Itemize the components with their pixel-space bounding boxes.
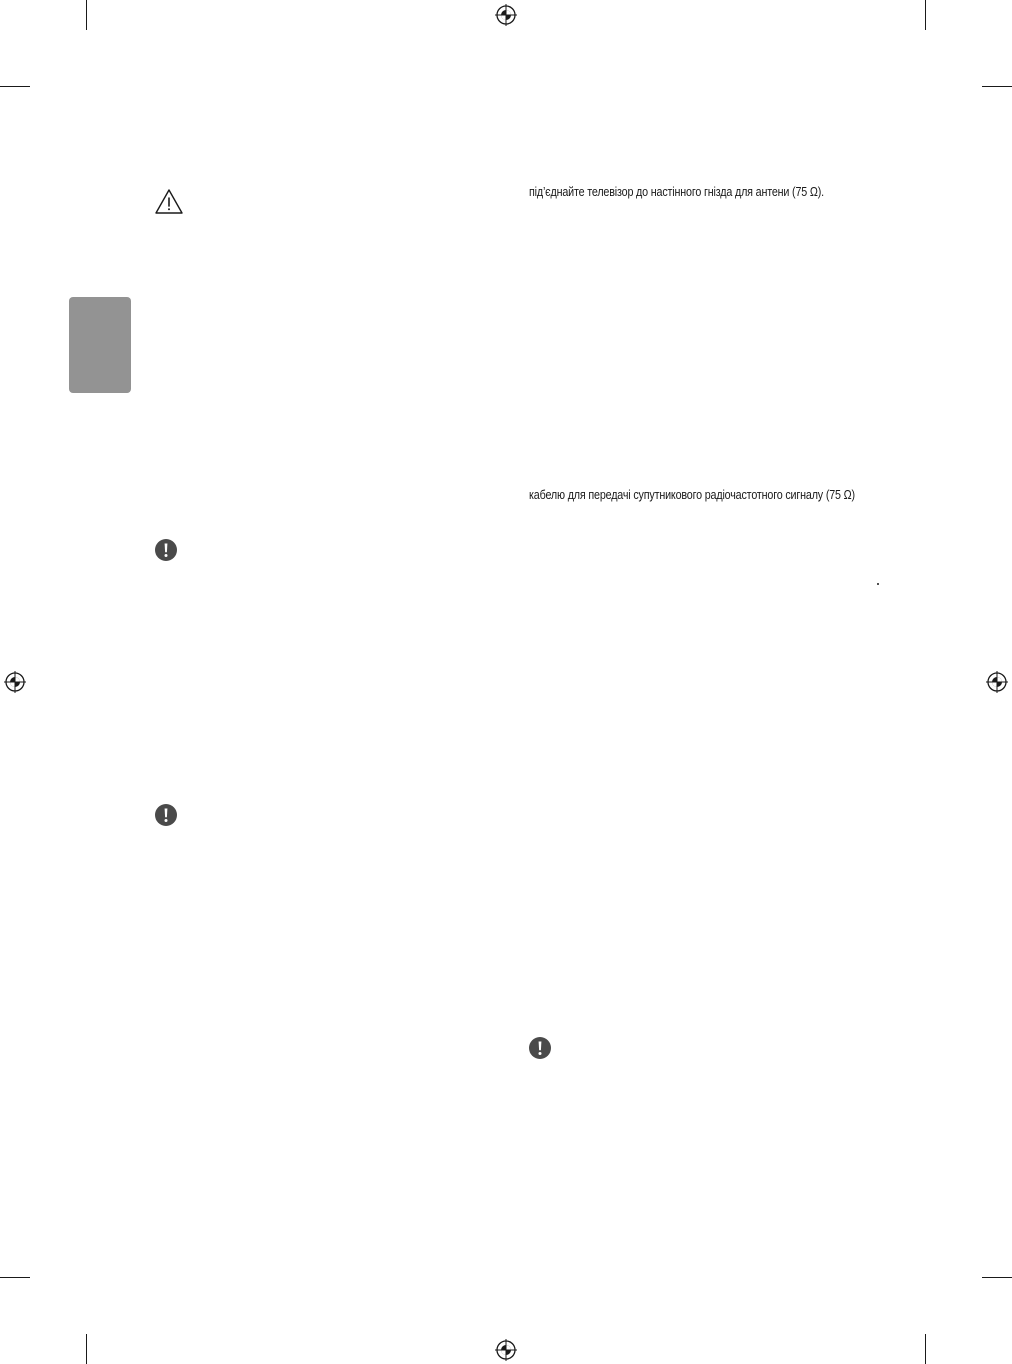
crop-mark-bottom-left-horizontal — [0, 1277, 30, 1278]
caution-triangle-icon — [154, 188, 184, 215]
crop-mark-top-left-horizontal — [0, 86, 30, 87]
stray-dot — [877, 583, 879, 585]
crop-mark-bottom-right-vertical — [925, 1334, 926, 1364]
registration-mark-icon — [495, 4, 517, 26]
satellite-cable-text: кабелю для передачі супутникового радіочастотного сигналу (75 Ω) — [529, 488, 855, 502]
crop-mark-top-right-horizontal — [982, 86, 1012, 87]
crop-mark-bottom-right-horizontal — [982, 1277, 1012, 1278]
antenna-connection-text: під’єднайте телевізор до настінного гнізда для антени (75 Ω). — [529, 185, 824, 199]
note-exclamation-icon — [154, 803, 178, 827]
registration-mark-icon — [495, 1339, 517, 1361]
note-exclamation-icon — [154, 538, 178, 562]
crop-mark-top-right-vertical — [925, 0, 926, 30]
registration-mark-icon — [4, 671, 26, 693]
language-tab — [69, 297, 131, 393]
crop-mark-bottom-left-vertical — [86, 1334, 87, 1364]
registration-mark-icon — [986, 671, 1008, 693]
crop-mark-top-left-vertical — [86, 0, 87, 30]
note-exclamation-icon — [528, 1036, 552, 1060]
